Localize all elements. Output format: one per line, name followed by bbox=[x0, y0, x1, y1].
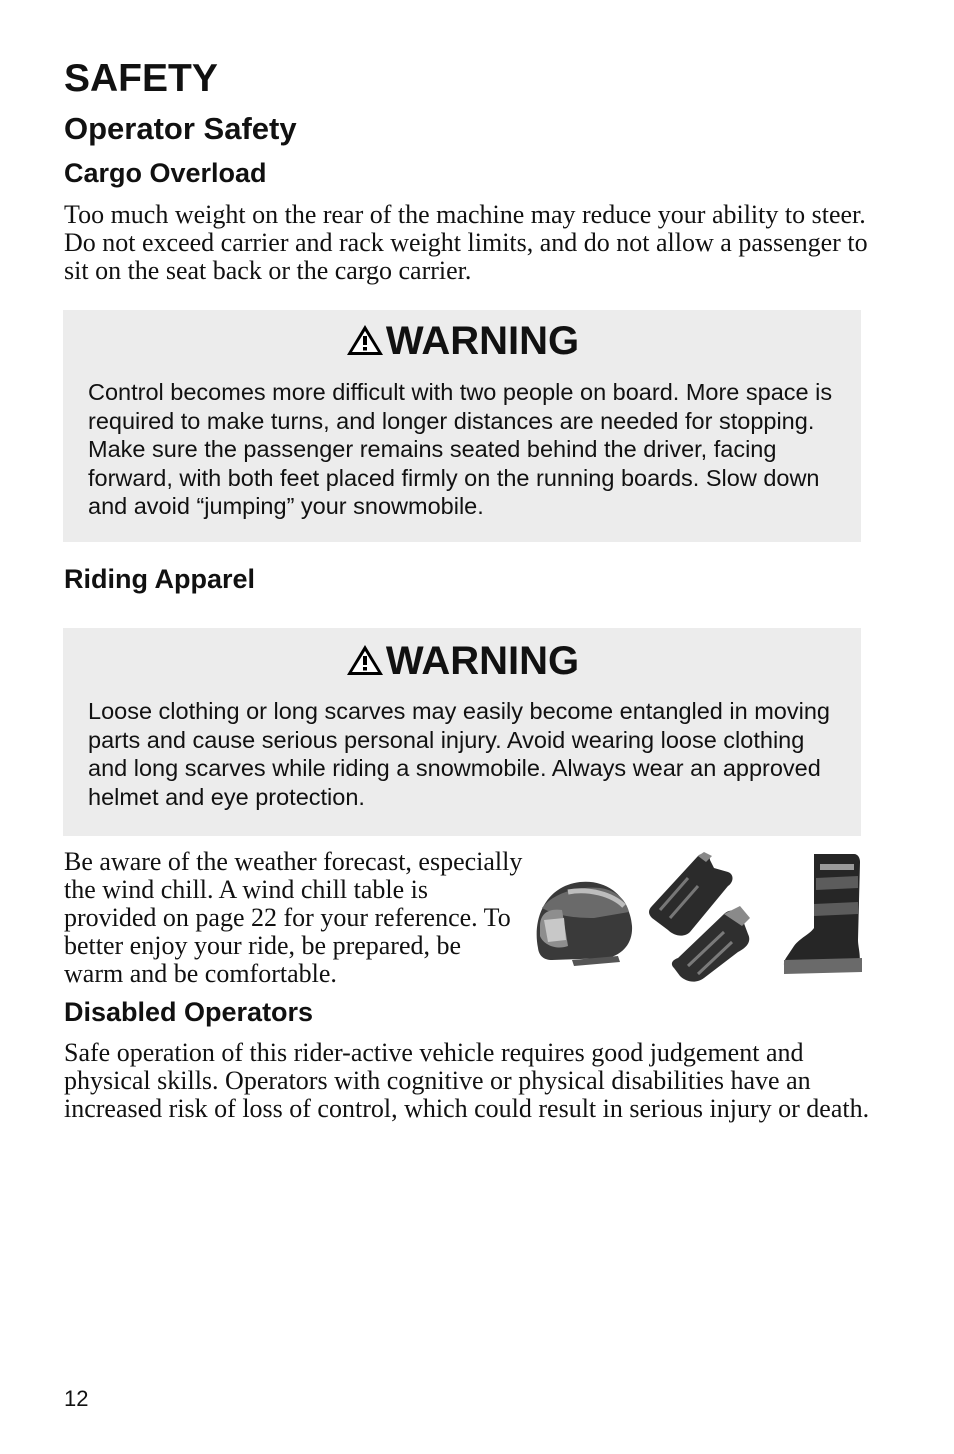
warning-title-text: WARNING bbox=[385, 319, 580, 363]
cargo-overload-heading: Cargo Overload bbox=[64, 158, 267, 188]
warning-triangle-icon bbox=[345, 643, 385, 677]
page-number: 12 bbox=[64, 1386, 89, 1411]
subsection-title: Operator Safety bbox=[64, 111, 297, 146]
riding-apparel-heading: Riding Apparel bbox=[64, 564, 256, 594]
clothing-warning-box bbox=[63, 628, 861, 836]
gloves-icon bbox=[649, 852, 750, 982]
warning-title bbox=[63, 638, 861, 684]
passenger-warning-box bbox=[63, 310, 861, 542]
warning-title-text: WARNING bbox=[385, 639, 580, 683]
disabled-operators-heading: Disabled Operators bbox=[64, 997, 314, 1027]
section-title: SAFETY bbox=[64, 57, 218, 100]
helmet-icon bbox=[537, 882, 632, 966]
warning-body: Control becomes more difficult with two people on board. More space is required to make turns, and longer distances are needed for stopping. Make sure the passenger remains seated behind the driver, facing forward, with both feet placed firmly on the running boards. Slow down and avoid “jumping” your snowmobile. bbox=[88, 379, 833, 520]
warning-body: Loose clothing or long scarves may easily become entangled in moving parts and cause serious personal injury. Avoid wearing loose clothing and long scarves while riding a snowmobile. Always wear an approved helmet and eye protection. bbox=[88, 698, 830, 810]
warning-triangle-icon bbox=[345, 323, 385, 357]
cargo-overload-paragraph: Too much weight on the rear of the machine may reduce your ability to steer. Do not exceed carrier and rack weight limits, and do not allow a passenger to sit on the seat back or the cargo carrier. bbox=[64, 200, 868, 285]
riding-gear-image bbox=[528, 848, 868, 988]
warning-title bbox=[63, 318, 861, 364]
weather-paragraph: Be aware of the weather forecast, especially the wind chill. A wind chill table is provided on page 22 for your reference. To better enjoy your ride, be prepared, be warm and be comfortable. bbox=[64, 847, 523, 988]
disabled-operators-paragraph: Safe operation of this rider-active vehicle requires good judgement and physical skills. Operators with cognitive or physical disabilities have an increased risk of loss of control, which could result in serious injury or death. bbox=[64, 1038, 870, 1123]
boot-icon bbox=[784, 854, 862, 974]
